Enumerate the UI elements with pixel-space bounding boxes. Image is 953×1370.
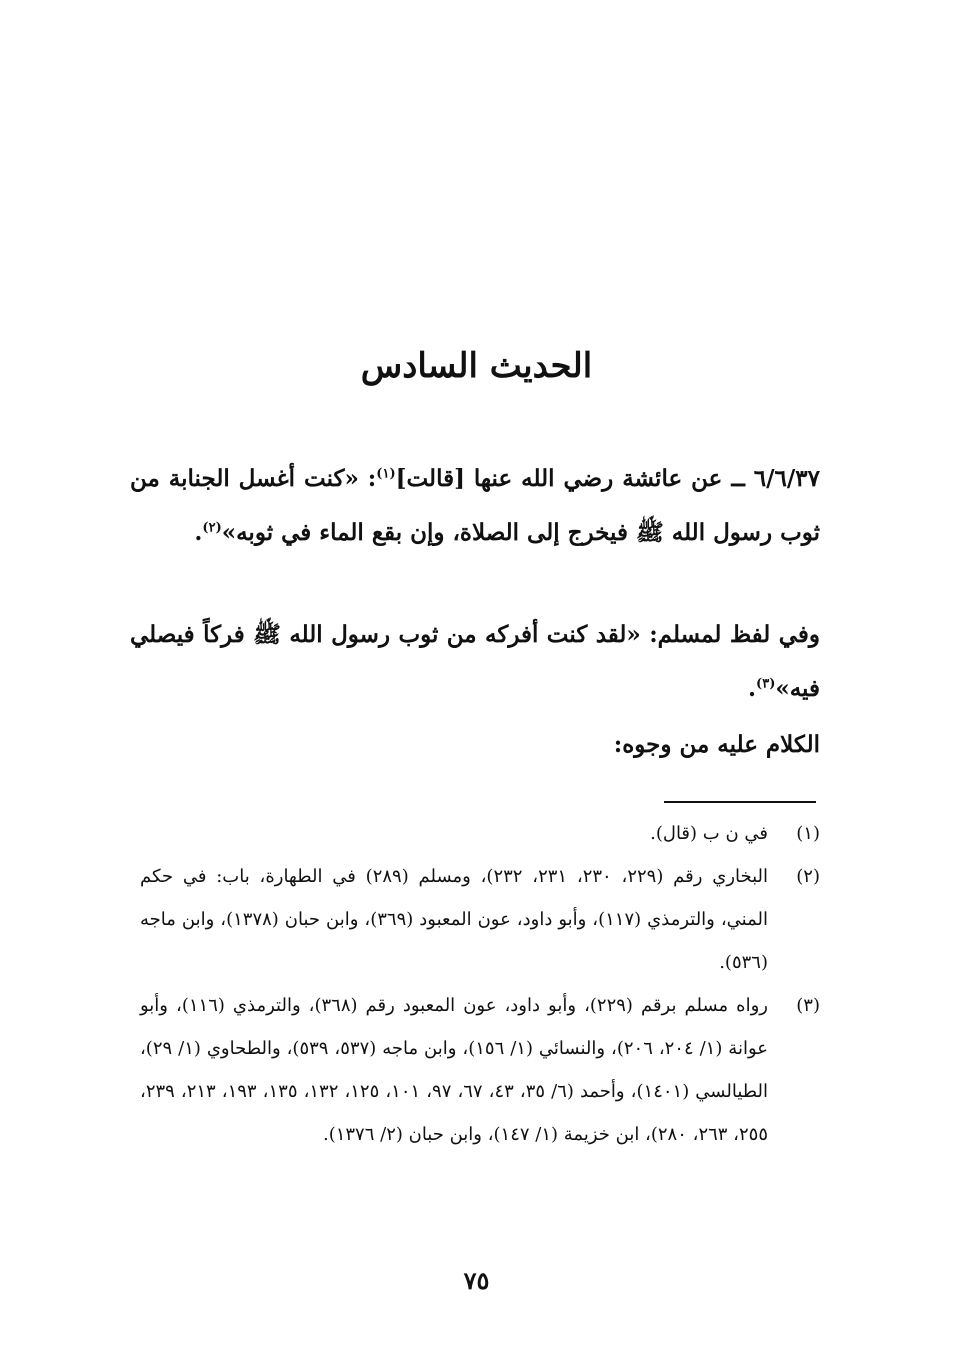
footnote-text: البخاري رقم (٢٢٩، ٢٣٠، ٢٣١، ٢٣٢)، ومسلم (٢٨٩) في الطهارة، باب: في حكم المني، والترمذي (١١٧)، وأبو داود، عون المعبود (٣٦٩)، وابن حبان (١٣٧٨)، وابن ماجه (٥٣٦). <box>140 866 769 973</box>
footnote <box>140 812 820 855</box>
footnote-number: (٢) <box>796 866 820 887</box>
variant-quote: وفي لفظ لمسلم: «لقد كنت أفركه من ثوب رسول الله ﷺ فركاً فيصلي فيه» <box>130 621 820 702</box>
variant-end: . <box>748 675 757 702</box>
footnote-separator <box>664 801 816 803</box>
hadith-end: . <box>194 519 203 546</box>
footnotes <box>140 812 820 1156</box>
footnote-number: (٣) <box>796 995 820 1016</box>
page-number: ٧٥ <box>463 1266 490 1295</box>
footnote-ref-1: (١) <box>376 466 396 482</box>
footnote-ref-3: (٣) <box>756 676 776 692</box>
hadith-quote: : «كنت أغسل الجنابة من ثوب رسول الله ﷺ فيخرج إلى الصلاة، وإن بقع الماء في ثوبه» <box>130 465 820 546</box>
chapter-title: الحديث السادس <box>360 345 593 386</box>
hadith-intro: ٦/٦/٣٧ ــ عن عائشة رضي الله عنها [قالت] <box>395 465 820 492</box>
footnote-number: (١) <box>796 823 820 844</box>
discussion-heading: الكلام عليه من وجوه: <box>613 731 820 758</box>
footnote-ref-2: (٢) <box>202 520 222 536</box>
muslim-variant-text <box>130 608 868 716</box>
footnote <box>140 855 820 984</box>
footnote-text: رواه مسلم برقم (٢٢٩)، وأبو داود، عون المعبود رقم (٣٦٨)، والترمذي (١١٦)، وأبو عوانة (١/ ٢٠٤، ٢٠٦)، والنسائي (١/ ١٥٦)، وابن ماجه (٥٣٧، ٥٣٩)، والطحاوي (١/ ٢٩)، الطيالسي (١٤٠١)، وأحمد (٦/ ٣٥، ٤٣، ٦٧، ٩٧، ١٠١، ١٢٥، ١٣٢، ١٣٥، ١٩٣، ٢١٣، ٢٣٩، ٢٥٥، ٢٦٣، ٢٨٠)، ابن خزيمة (١/ ١٤٧)، وابن حبان (٢/ ١٣٧٦). <box>140 995 769 1145</box>
footnote-text: في ن ب (قال). <box>650 823 768 844</box>
footnote <box>140 984 820 1156</box>
hadith-text <box>130 452 868 560</box>
